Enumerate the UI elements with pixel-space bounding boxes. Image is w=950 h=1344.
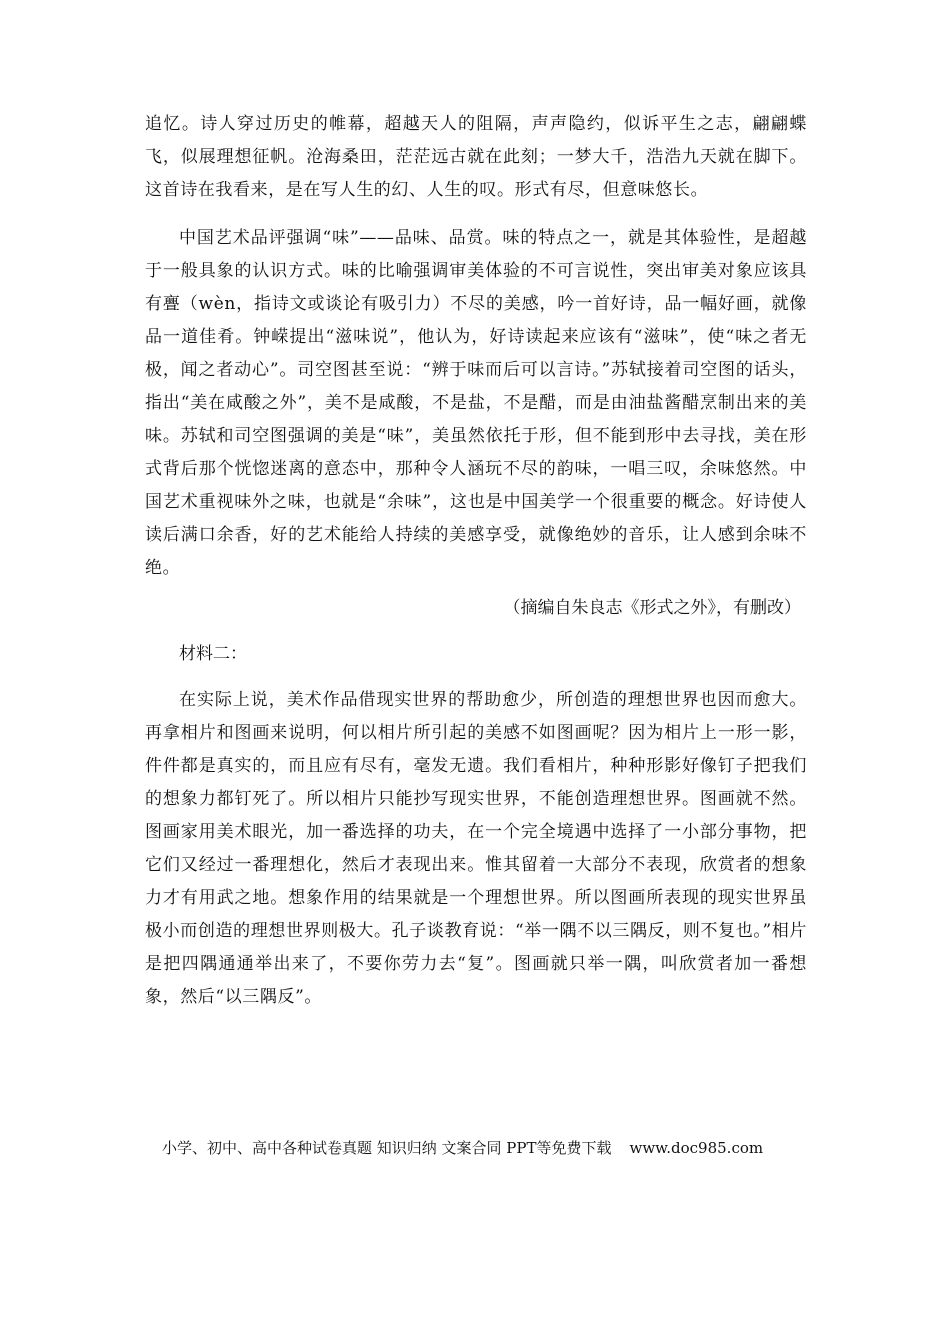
source-note: （摘编自朱良志《形式之外》，有删改）: [503, 598, 801, 618]
paragraph-wei: 中国艺术品评强调“味”——品味、品赏。味的特点之一，就是其体验性，是超越于一般具象的认识方式。味的比喻强调审美体验的不可言说性，突出审美对象应该具有亹（wèn，指诗文或谈论有吸引力）不尽的美感，吟一首好诗，品一幅好画，就像品一道佳肴。钟嵘提出“滋味说”，他认为，好诗读起来应该有“滋味”，使“味之者无极，闻之者动心”。司空图甚至说：“辨于味而后可以言诗。”苏轼接着司空图的话头，指出“美在咸酸之外”，美不是咸酸，不是盐，不是醋，而是由油盐酱醋烹制出来的美味。苏轼和司空图强调的美是“味”，美虽然依托于形，但不能到形中去寻找，美在形式背后那个恍惚迷离的意态中，那种令人涵玩不尽的韵味，一唱三叹，余味悠然。中国艺术重视味外之味，也就是“余味”，这也是中国美学一个很重要的概念。好诗使人读后满口余香，好的艺术能给人持续的美感享受，就像绝妙的音乐，让人感到余味不绝。: [145, 228, 807, 578]
document-body: [145, 108, 807, 1014]
page-footer: [162, 1138, 763, 1158]
paragraph-continued: 追忆。诗人穿过历史的帷幕，超越天人的阻隔，声声隐约，似诉平生之志，翩翩蝶飞，似展理想征帆。沧海桑田，茫茫远古就在此刻；一梦大千，浩浩九天就在脚下。这首诗在我看来，是在写人生的幻、人生的叹。形式有尽，但意味悠长。: [145, 114, 807, 200]
paragraph-material-two: 在实际上说，美术作品借现实世界的帮助愈少，所创造的理想世界也因而愈大。再拿相片和图画来说明，何以相片所引起的美感不如图画呢？因为相片上一形一影，件件都是真实的，而且应有尽有，毫发无遗。我们看相片，种种形影好像钉子把我们的想象力都钉死了。所以相片只能抄写现实世界，不能创造理想世界。图画就不然。图画家用美术眼光，加一番选择的功夫，在一个完全境遇中选择了一小部分事物，把它们又经过一番理想化，然后才表现出来。惟其留着一大部分不表现，欣赏者的想象力才有用武之地。想象作用的结果就是一个理想世界。所以图画所表现的现实世界虽极小而创造的理想世界则极大。孔子谈教育说：“举一隅不以三隅反，则不复也。”相片是把四隅通通举出来了，不要你劳力去“复”。图画就只举一隅，叫欣赏者加一番想象，然后“以三隅反”。: [145, 690, 807, 1007]
footer-text: 小学、初中、高中各种试卷真题 知识归纳 文案合同 PPT等免费下载: [162, 1139, 612, 1157]
material-two-label: 材料二：: [179, 644, 247, 664]
footer-site-link[interactable]: www.doc985.com: [629, 1139, 764, 1157]
